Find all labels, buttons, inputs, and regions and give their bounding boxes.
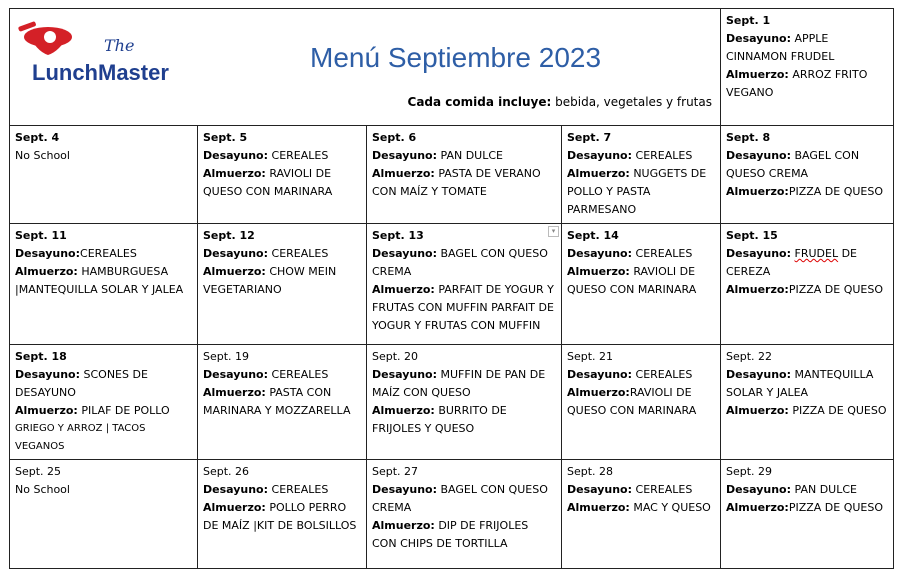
lunch-item: PILAF DE POLLO [77,404,170,417]
day-cell-sept14 [562,224,721,345]
lunch-item: MAC Y QUESO [629,501,711,514]
lunch-item: POLLO PERRO DE MAÍZ |KIT DE BOLSILLOS [203,501,357,532]
lunch-item: CHOW MEIN VEGETARIANO [203,265,337,296]
lunch-item: PARFAIT DE YOGUR Y FRUTAS CON MUFFIN PARFAIT DE YOGUR Y FRUTAS CON MUFFIN [372,283,554,332]
breakfast-item: BAGEL CON QUESO CREMA [726,149,860,180]
lunch-item: NUGGETS DE POLLO Y PASTA PARMESANO [567,167,707,216]
day-date: Sept. 19 [203,350,250,363]
logo-name-text: LunchMaster [32,60,169,85]
breakfast-item: BAGEL CON QUESO CREMA [372,247,548,278]
lunch-label: Almuerzo: [372,519,435,532]
day-date: Sept. 11 [15,229,67,242]
breakfast-label: Desayuno: [15,247,81,260]
lunch-item: PIZZA DE QUESO [788,185,884,198]
breakfast-label: Desayuno: [726,483,792,496]
lunch-label: Almuerzo: [372,404,435,417]
includes-text: bebida, vegetales y frutas [551,95,712,109]
breakfast-label: Desayuno: [15,368,81,381]
day-date: Sept. 12 [203,229,255,242]
header-cell [10,9,721,126]
breakfast-item: CEREALES [268,483,329,496]
breakfast-item: PAN DULCE [791,483,857,496]
day-date: Sept. 1 [726,14,771,27]
day-cell-sept25 [10,460,198,569]
page-title: Menú Septiembre 2023 [310,42,602,73]
day-cell-sept7 [562,126,721,224]
lunch-label: Almuerzo: [567,501,630,514]
day-date: Sept. 28 [567,465,614,478]
day-date: Sept. 6 [372,131,417,144]
lunch-label: Almuerzo: [567,167,630,180]
breakfast-item: CEREALES [268,247,329,260]
day-cell-sept18 [10,345,198,460]
lunch-label: Almuerzo: [15,265,78,278]
day-date: Sept. 29 [726,465,773,478]
lunch-item: PASTA CON MARINARA Y MOZZARELLA [203,386,351,417]
day-date: Sept. 7 [567,131,612,144]
day-cell-sept29 [721,460,894,569]
breakfast-item: CEREALES [268,368,329,381]
breakfast-label: Desayuno: [203,368,269,381]
day-date: Sept. 25 [15,465,62,478]
breakfast-label: Desayuno: [726,149,792,162]
day-cell-sept5 [198,126,367,224]
breakfast-label: Desayuno: [203,483,269,496]
breakfast-item-spellcheck-word: FRUDEL [794,247,839,260]
menu-table [9,8,894,569]
day-cell-sept19 [198,345,367,460]
day-cell-sept20 [367,345,562,460]
no-school-note: No School [15,483,70,496]
lunch-item: PASTA DE VERANO CON MAÍZ Y TOMATE [372,167,541,198]
day-date: Sept. 26 [203,465,250,478]
lunch-label: Almuerzo: [372,167,435,180]
day-date: Sept. 27 [372,465,419,478]
day-cell-sept12 [198,224,367,345]
no-school-note: No School [15,149,70,162]
breakfast-label: Desayuno: [726,32,792,45]
lunch-item: RAVIOLI DE QUESO CON MARINARA [567,386,697,417]
breakfast-label: Desayuno: [372,149,438,162]
chef-spoon-logo-icon [18,15,208,85]
day-date: Sept. 22 [726,350,773,363]
lunch-label: Almuerzo: [203,167,266,180]
day-cell-sept6 [367,126,562,224]
breakfast-item: APPLE CINNAMON FRUDEL [726,32,835,63]
day-date: Sept. 4 [15,131,60,144]
day-date: Sept. 18 [15,350,67,363]
breakfast-item: MUFFIN DE PAN DE MAÍZ CON QUESO [372,368,546,399]
lunch-item: RAVIOLI DE QUESO CON MARINARA [203,167,333,198]
includes-label: Cada comida incluye: [407,95,552,109]
breakfast-label: Desayuno: [203,149,269,162]
day-cell-sept22 [721,345,894,460]
day-cell-sept21 [562,345,721,460]
day-date: Sept. 20 [372,350,419,363]
breakfast-label: Desayuno: [372,247,438,260]
breakfast-label: Desayuno: [567,247,633,260]
breakfast-item: CEREALES [268,149,329,162]
day-date: Sept. 14 [567,229,619,242]
breakfast-label: Desayuno: [567,368,633,381]
day-date: Sept. 8 [726,131,771,144]
day-cell-sept27 [367,460,562,569]
breakfast-item: SCONES DE DESAYUNO [15,368,148,399]
breakfast-label: Desayuno: [567,483,633,496]
breakfast-item: CEREALES [632,247,693,260]
day-cell-sept1 [721,9,894,126]
lunch-label: Almuerzo: [203,501,266,514]
breakfast-item: DE CEREZA [726,247,858,278]
breakfast-item: PAN DULCE [437,149,503,162]
lunchmaster-logo [18,15,208,85]
day-date: Sept. 13 [372,229,424,242]
lunch-item: PIZZA DE QUESO [788,283,884,296]
lunch-item: RAVIOLI DE QUESO CON MARINARA [567,265,697,296]
lunch-item: HAMBURGUESA |MANTEQUILLA SOLAR Y JALEA [15,265,184,296]
lunch-label: Almuerzo: [567,265,630,278]
day-cell-sept13 [367,224,562,345]
lunch-item: BURRITO DE FRIJOLES Y QUESO [372,404,507,435]
breakfast-label: Desayuno: [567,149,633,162]
day-cell-sept8 [721,126,894,224]
breakfast-label: Desayuno: [372,483,438,496]
lunch-label: Almuerzo: [726,283,789,296]
lunch-label: Almuerzo: [567,386,630,399]
breakfast-item: CEREALES [632,483,693,496]
lunch-label: Almuerzo: [726,501,789,514]
lunch-item: ARROZ FRITO VEGANO [726,68,868,99]
includes-note [408,93,712,111]
day-cell-sept11 [10,224,198,345]
day-cell-sept4 [10,126,198,224]
breakfast-item: CEREALES [80,247,137,260]
lunch-item: PIZZA DE QUESO [788,501,884,514]
lunch-item: DIP DE FRIJOLES CON CHIPS DE TORTILLA [372,519,529,550]
day-date: Sept. 21 [567,350,614,363]
lunch-item: PIZZA DE QUESO [788,404,887,417]
lunch-label: Almuerzo: [203,265,266,278]
lunch-label: Almuerzo: [726,185,789,198]
breakfast-label: Desayuno: [726,368,792,381]
lunch-label: Almuerzo: [372,283,435,296]
day-cell-sept15 [721,224,894,345]
day-date: Sept. 15 [726,229,778,242]
lunch-label: Almuerzo: [726,404,789,417]
breakfast-label: Desayuno: [372,368,438,381]
lunch-label: Almuerzo: [15,404,78,417]
lunch-item-extra: GRIEGO Y ARROZ | TACOS VEGANOS [15,423,146,452]
day-cell-sept28 [562,460,721,569]
breakfast-item: CEREALES [632,368,693,381]
dropdown-arrow-icon[interactable]: ▾ [548,226,559,237]
breakfast-label: Desayuno: [726,247,792,260]
breakfast-label: Desayuno: [203,247,269,260]
lunch-label: Almuerzo: [726,68,789,81]
logo-the-text: The [104,36,135,55]
day-date: Sept. 5 [203,131,248,144]
menu-sheet [9,8,893,552]
breakfast-item: MANTEQUILLA SOLAR Y JALEA [726,368,874,399]
breakfast-item: CEREALES [632,149,693,162]
lunch-label: Almuerzo: [203,386,266,399]
breakfast-item: BAGEL CON QUESO CREMA [372,483,548,514]
day-cell-sept26 [198,460,367,569]
